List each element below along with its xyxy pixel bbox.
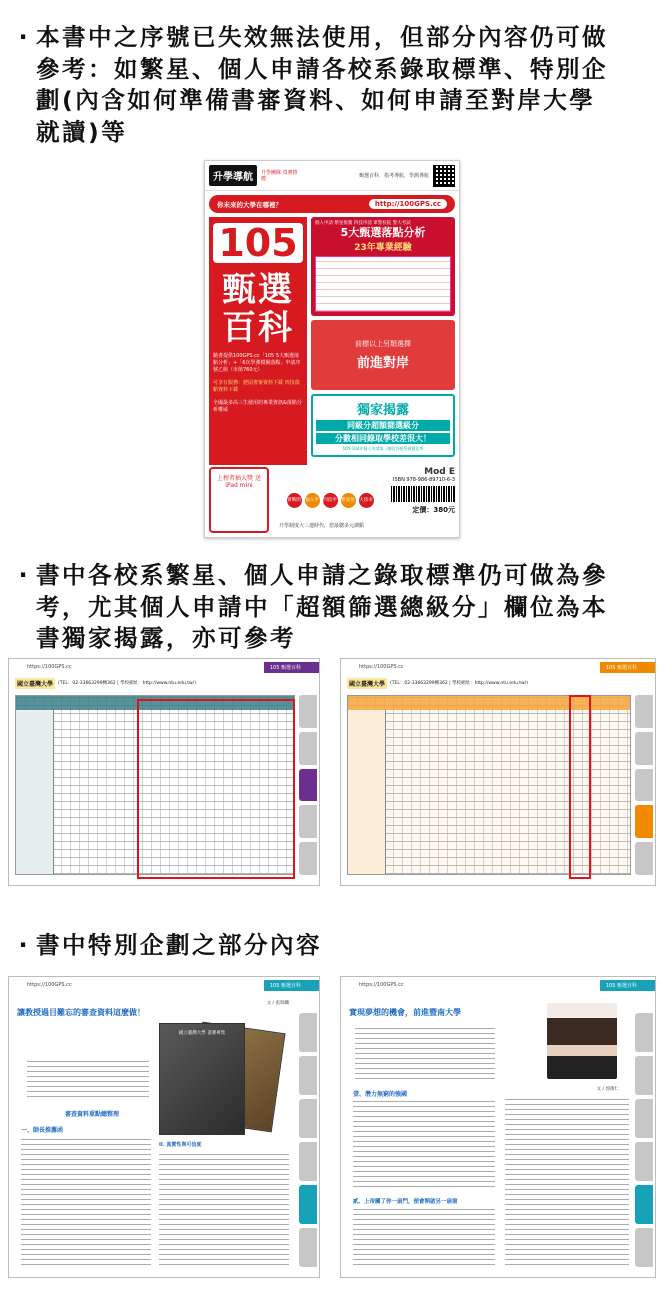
cover-url: http://100GPS.cc	[369, 199, 447, 209]
cover-price: 定價：380元	[412, 506, 455, 514]
article-text	[21, 1137, 151, 1269]
book-caption: 國立臺灣大學 書審專集	[178, 1031, 226, 1036]
article-text	[353, 1101, 495, 1191]
cover-circle: 實戰開發	[287, 493, 302, 508]
spread-url: https://100GPS.cc	[359, 664, 404, 670]
article-subhead: II. 真實性與可信度	[159, 1142, 202, 1148]
cover-circle: 大陸來台	[359, 493, 374, 508]
cover-title-1: 甄選	[222, 270, 294, 310]
spread-tag: 105 甄選百科	[264, 662, 319, 673]
side-tabs	[635, 695, 653, 875]
bullet-1	[10, 22, 658, 148]
spread-caption: 國立臺灣大學	[15, 678, 55, 689]
feature1-label: 個人申請 繁星推薦 四技申請 軍警校院 警大考試	[315, 221, 411, 226]
cover-year: 105	[213, 223, 303, 263]
spread-caption: 國立臺灣大學	[347, 678, 387, 689]
bullet-2-line-1: 書中各校系繁星、個人申請之錄取標準仍可做為參	[36, 561, 608, 589]
cover-note: 隨書提供100GPS.cc「105 5大甄選落點分析」+「6次學測模擬落點」申請序號乙組（市值760元）	[213, 353, 301, 373]
article-author: 文 / 郭俊仁	[596, 1087, 619, 1092]
bullet-marker: ·	[18, 931, 28, 959]
cover-brand: Mod E	[424, 467, 455, 477]
article-author: 文 / 張瑞麟	[266, 1001, 289, 1006]
article-text	[159, 1151, 289, 1269]
feature1-title: 5大甄選落點分析	[340, 226, 426, 239]
spread-url: https://100GPS.cc	[27, 982, 72, 988]
cover-circle: 四技申請	[323, 493, 338, 508]
spread-tag: 105 甄選百科	[600, 662, 655, 673]
bullet-1-line-3: 劃(內含如何準備書審資料、如何申請至對岸大學	[36, 86, 596, 114]
highlight-box	[137, 699, 295, 879]
bullet-2-line-2: 考，尤其個人申請中「超額篩選總級分」欄位為本	[36, 592, 608, 621]
spread-article-right	[340, 976, 656, 1278]
article-subhead: 一、師長推薦函	[21, 1127, 64, 1134]
bullet-1-line-1: 本書中之序號已失效無法使用，但部分內容仍可做	[36, 23, 608, 51]
feature3-sub2: 分數相同錄取學校差很大！	[316, 433, 450, 444]
cover-slogan: 升學制度大三連時代，您最聰多元調點	[279, 523, 365, 529]
bullet-2-line-3: 書獨家揭露，亦可參考	[36, 624, 296, 652]
spread-tag: 105 甄選百科	[600, 980, 655, 991]
article-title: 讓教授過目難忘的審查資料這麼做！	[17, 1008, 145, 1017]
spread-article-left	[8, 976, 320, 1278]
bullet-marker: ·	[18, 23, 28, 51]
feature1-sub: 23年專業經驗	[354, 243, 412, 253]
spread-table-right	[340, 658, 656, 886]
cover-menu: 甄選百科．指考導航．學測導航	[358, 173, 429, 179]
side-tabs	[635, 1013, 653, 1267]
spread-url: https://100GPS.cc	[27, 664, 72, 670]
cover-logo: 升學導航	[209, 165, 257, 186]
cover-title-panel	[209, 217, 307, 465]
side-tabs	[299, 1013, 317, 1267]
cover-question-bar	[209, 195, 455, 213]
feature3-sub1: 同級分超額篩選級分	[316, 420, 450, 431]
article-title: 實現夢想的機會，前進暨南大學	[349, 1008, 461, 1017]
feature3-title: 獨家揭露	[356, 403, 409, 418]
article-text	[505, 1099, 629, 1269]
bullet-marker: ·	[18, 561, 28, 589]
book-cover	[204, 160, 460, 538]
author-portrait	[547, 1003, 617, 1079]
cover-title-2: 百科	[222, 308, 294, 348]
spread-caption-detail: (TEL：02-33663299轉362 | 學校網址：http://www.ntu.edu.tw/)	[390, 681, 528, 686]
cover-question: 你未來的大學在哪裡？	[217, 200, 282, 209]
bullet-3	[10, 930, 658, 962]
feature2-label: 前標以上另類選擇	[355, 340, 411, 348]
spread-caption-detail: (TEL：02-33663299轉362 | 學校網址：http://www.ntu.edu.tw/)	[58, 681, 196, 686]
book-photo	[159, 1023, 245, 1135]
cover-feature-analysis	[311, 217, 455, 316]
highlight-box	[569, 695, 591, 879]
bullet-3-line-1: 書中特別企劃之部分內容	[36, 931, 322, 959]
feature1-table	[315, 256, 451, 312]
cover-note-2: 全國最多高三生使用的專業資訊&落點分析權威	[213, 400, 302, 413]
cover-prize: 上榜者抽大獎 送iPad mini	[209, 467, 269, 533]
article-text	[353, 1209, 495, 1269]
spread-tag: 105 甄選百科	[264, 980, 319, 991]
spread-url: https://100GPS.cc	[359, 982, 404, 988]
article-subhead: 貳、上帝關了你一扇門，便會開啟另一扇窗	[353, 1199, 458, 1205]
article-subhead: 壹、潛力無窮的強國	[353, 1091, 408, 1098]
article-text	[27, 1061, 149, 1101]
feature2-title: 前進對岸	[356, 356, 409, 371]
cover-isbn: ISBN 978-986-89710-6-3	[393, 477, 455, 483]
cover-circle: 個人申請	[305, 493, 320, 508]
cover-tagline: 升學團隊 真實推薦	[261, 169, 298, 182]
spread-table-left	[8, 658, 320, 886]
cover-feature-exclusive	[311, 394, 455, 457]
article-subhead: 審查資料重點總整理	[65, 1111, 120, 1118]
bullet-1-line-2: 參考：如繁星、個人申請各校系錄取標準、特別企	[36, 54, 608, 83]
article-text	[355, 1027, 495, 1083]
bullet-2	[10, 560, 658, 655]
side-tabs	[299, 695, 317, 875]
cover-service: 可享有服務：歷屆書審資料下載 四技落點資料下載	[213, 380, 300, 393]
qr-code-icon	[433, 165, 455, 187]
cover-feature-abroad	[311, 320, 455, 390]
bullet-1-line-4: 就讀)等	[36, 117, 128, 146]
feature3-note: 105-104年個人申請第一階段各校系篩選倍率	[342, 446, 424, 451]
barcode-icon	[391, 486, 455, 502]
cover-circle: 繁星推薦	[341, 493, 356, 508]
